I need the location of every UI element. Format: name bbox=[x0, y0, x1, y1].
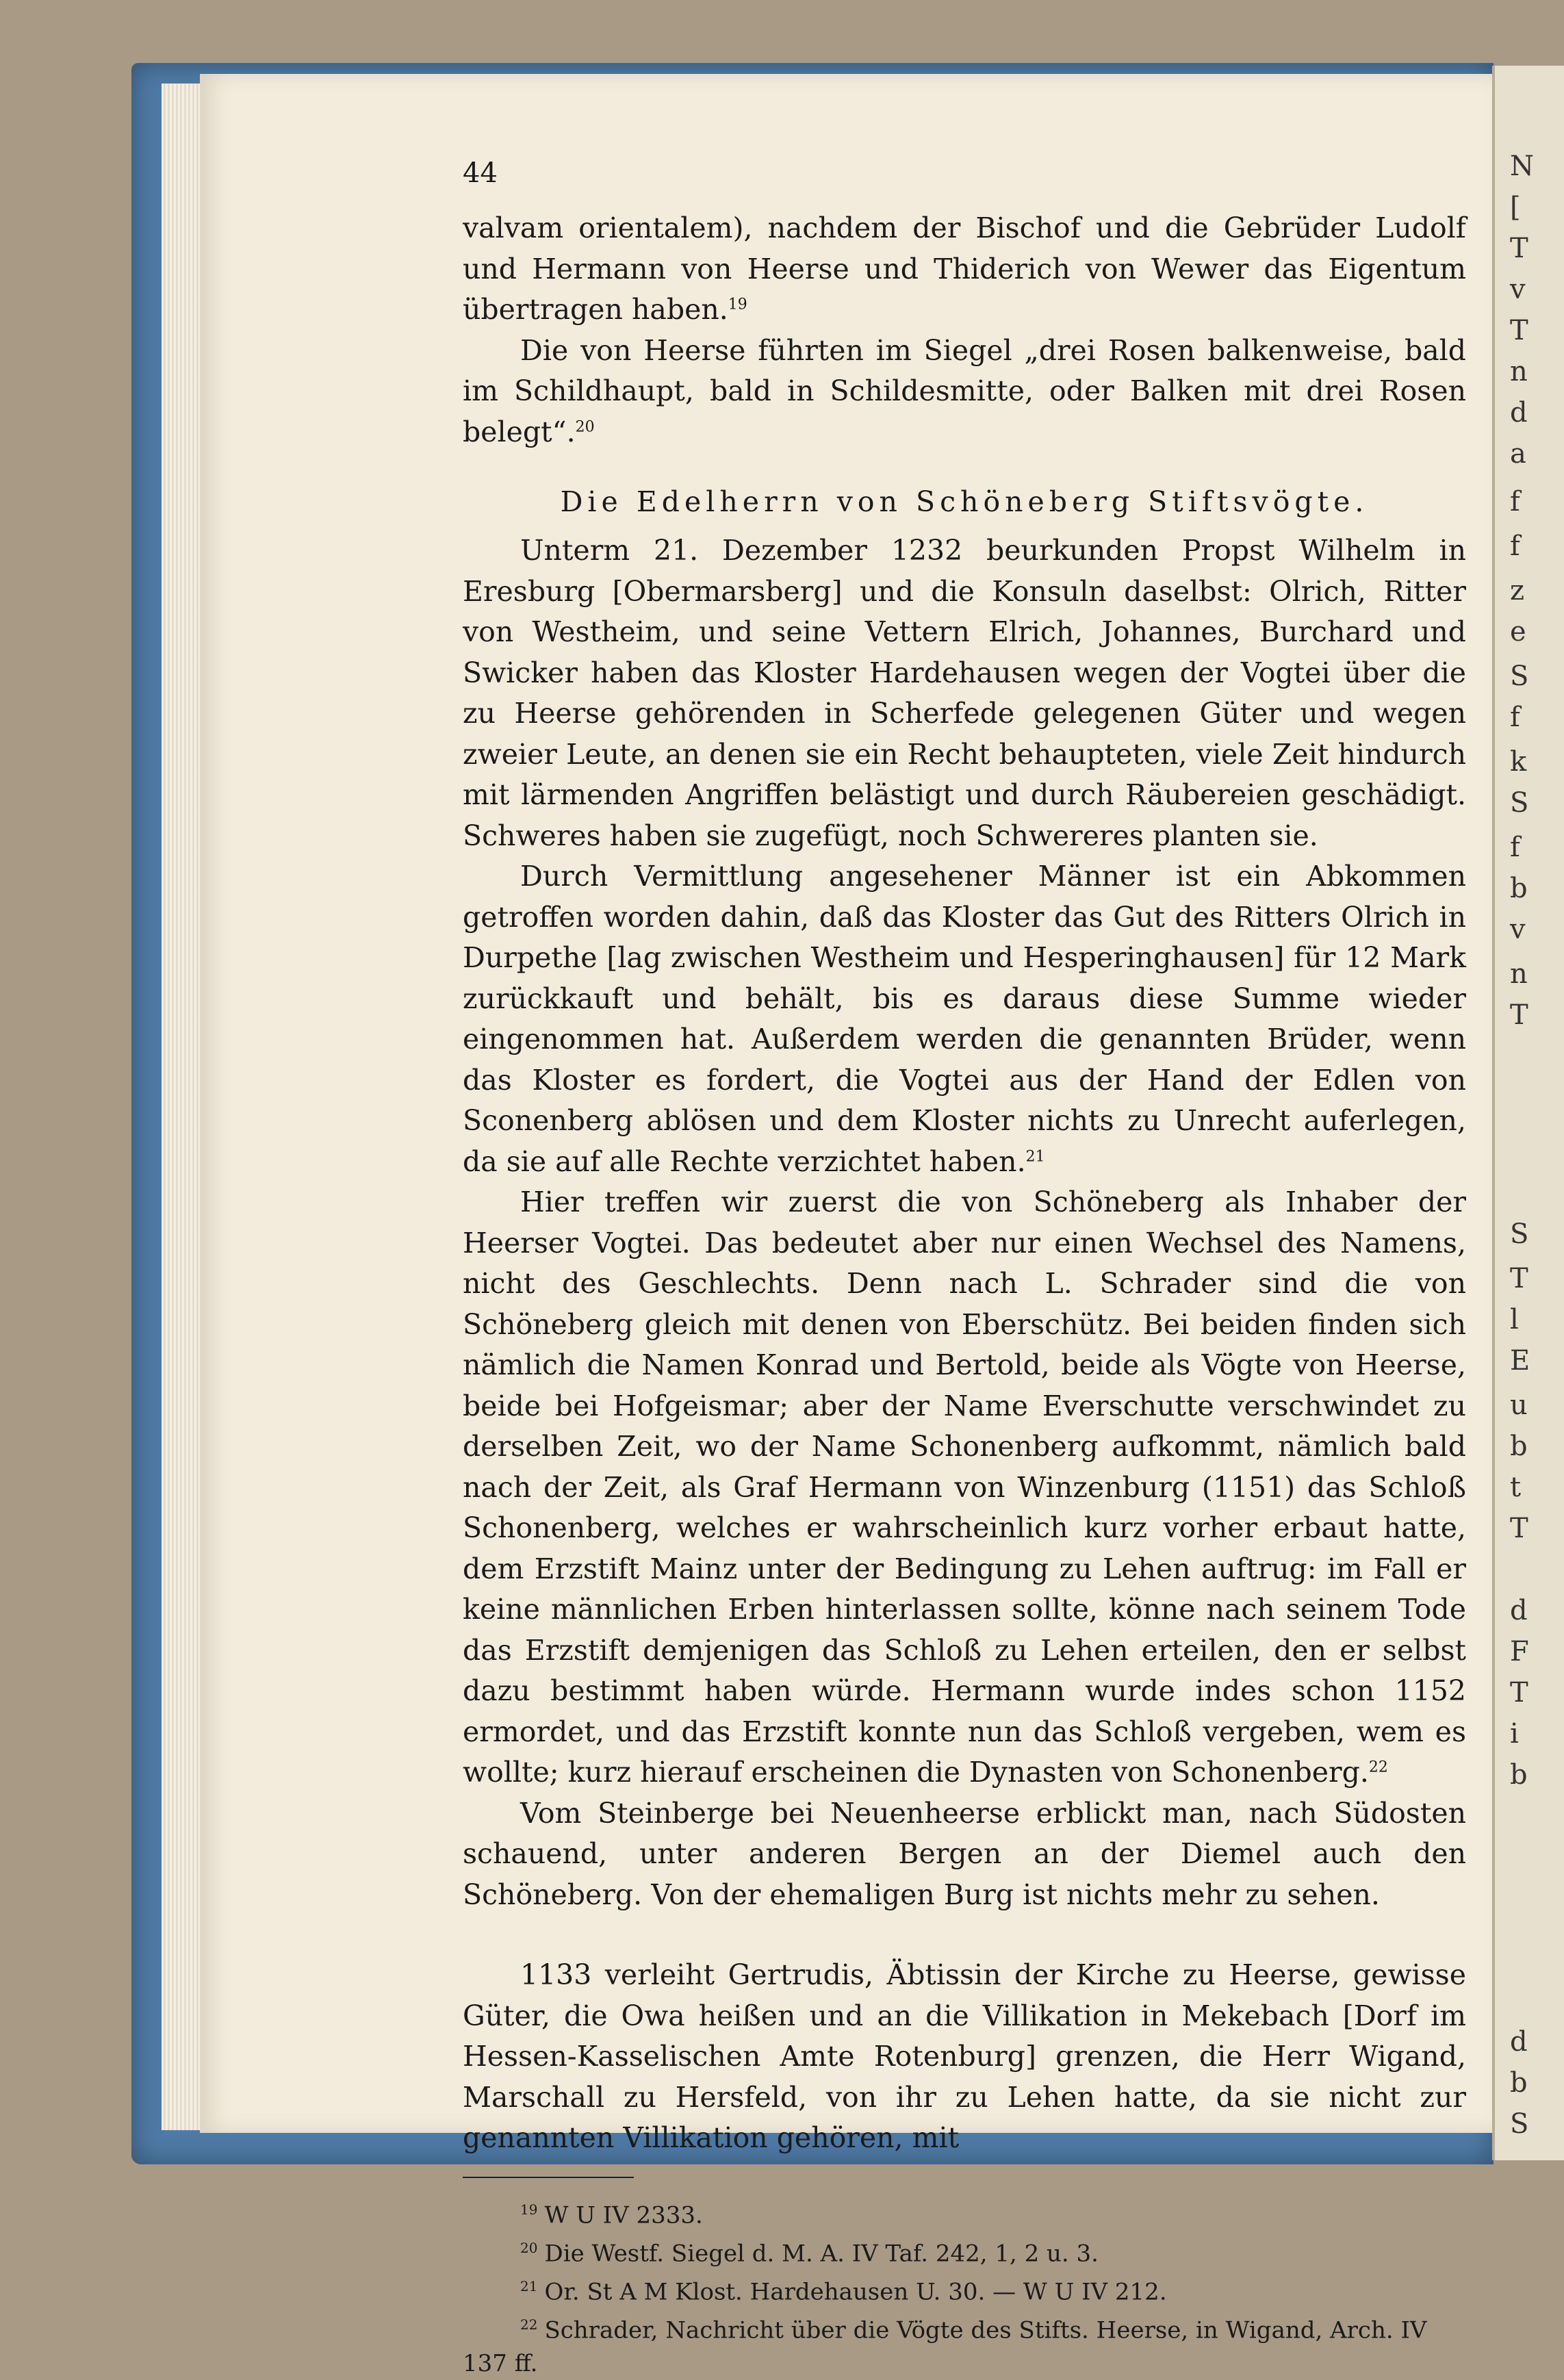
page-edges bbox=[162, 84, 203, 2130]
next-page-fragment: [ bbox=[1510, 192, 1521, 223]
next-page-fragment: n bbox=[1510, 958, 1528, 990]
next-page-fragment: f bbox=[1510, 486, 1520, 517]
next-page-fragment: a bbox=[1510, 438, 1526, 470]
next-page-fragment: u bbox=[1510, 1390, 1528, 1421]
footnote-ref: 20 bbox=[575, 418, 595, 435]
footnote: $^{22}$ Schrader, Nachricht über die Vögte des Stifts. Heerse, in Wigand, Arch. IV 137 ff. bbox=[463, 2316, 1427, 2377]
footnote: $^{19}$ W U IV 2333. bbox=[520, 2201, 703, 2229]
next-page-fragment: f bbox=[1510, 530, 1520, 562]
next-page-fragment: S bbox=[1510, 787, 1529, 819]
next-page-fragment: v bbox=[1510, 274, 1526, 305]
next-page-fragment: T bbox=[1510, 233, 1528, 264]
paragraph: valvam orientalem), nachdem der Bischof und die Gebrüder Ludolf und Hermann von Heerse und Thiderich von Wewer das Eigentum übertragen haben.$^{19}$ bbox=[463, 212, 1466, 326]
section-heading: Die Edelherrn von Schöneberg Stiftsvögte. bbox=[560, 485, 1369, 518]
next-page-fragment: T bbox=[1510, 1263, 1528, 1294]
next-page-fragment: i bbox=[1510, 1718, 1519, 1750]
next-page-fragment: k bbox=[1510, 746, 1527, 778]
next-page-fragment: f bbox=[1510, 702, 1520, 733]
footnote-ref: 21 bbox=[1025, 1147, 1045, 1165]
paragraph: Unterm 21. Dezember 1232 beurkunden Propst Wilhelm in Eresburg [Obermarsberg] und die Konsuln daselbst: Olrich, Ritter von Westheim, und seine Vettern Elrich, Johannes, Burchard und Swicker haben das Kloster Hardehausen wegen der Vogtei über die zu Heerse gehörenden in Scherfede gelegenen Güter und wegen zweier Leute, an denen sie ein Recht behaupteten, viele Zeit hindurch mit lärmenden Angriffen belästigt und durch Räubereien geschädigt. Schweres haben sie zugefügt, noch Schwereres planten sie. bbox=[463, 534, 1466, 852]
next-page-fragment: b bbox=[1510, 873, 1528, 904]
next-page-fragment: z bbox=[1510, 575, 1525, 606]
page-number: 44 bbox=[463, 157, 498, 189]
next-page-fragment: l bbox=[1510, 1304, 1519, 1335]
footnote: $^{21}$ Or. St A M Klost. Hardehausen U. 30. — W U IV 212. bbox=[520, 2278, 1167, 2306]
next-page-fragment: S bbox=[1510, 1218, 1529, 1250]
footnote-ref: 22 bbox=[1368, 1758, 1388, 1776]
next-page-fragment: f bbox=[1510, 832, 1520, 863]
next-page-fragment: T bbox=[1510, 1677, 1528, 1709]
next-page-fragment: n bbox=[1510, 356, 1528, 387]
next-page-fragment: d bbox=[1510, 397, 1528, 428]
next-page-fragment: T bbox=[1510, 315, 1528, 346]
next-page-fragment: t bbox=[1510, 1472, 1522, 1503]
footnote: $^{20}$ Die Westf. Siegel d. M. A. IV Taf. 242, 1, 2 u. 3. bbox=[520, 2239, 1099, 2268]
next-page-fragment: F bbox=[1510, 1636, 1529, 1667]
next-page-fragment: b bbox=[1510, 1759, 1528, 1791]
paragraph: Vom Steinberge bei Neuenheerse erblickt man, nach Südosten schauend, unter anderen Bergen an der Diemel auch den Schöneberg. Von der ehemaligen Burg ist nichts mehr zu sehen. bbox=[463, 1796, 1466, 1911]
next-page-fragment: b bbox=[1510, 1431, 1528, 1462]
next-page-fragment: d bbox=[1510, 1595, 1528, 1626]
paragraph: 1133 verleiht Gertrudis, Äbtissin der Kirche zu Heerse, gewisse Güter, die Owa heißen und an die Villikation in Mekebach [Dorf im Hessen-Kasselischen Amte Rotenburg] grenzen, die Herr Wigand, Marschall zu Hersfeld, von ihr zu Lehen hatte, da sie nicht zur genannten Villikation gehören, mit bbox=[463, 1958, 1466, 2154]
footnote-ref: 19 bbox=[728, 296, 747, 314]
next-page-fragment: S bbox=[1510, 661, 1529, 692]
paragraph: Durch Vermittlung angesehener Männer ist ein Abkommen getroffen worden dahin, daß das Kloster das Gut des Ritters Olrich in Durpethe [lag zwischen Westheim und Hesperinghausen] für 12 Mark zurückkauft und behält, bis es daraus diese Summe wieder eingenommen hat. Außerdem werden die genannten Brüder, wenn das Kloster es fordert, die Vogtei aus der Hand der Edlen von Sconenberg ablösen und dem Kloster nichts zu Unrecht auferlegen, da sie auf alle Rechte verzichtet haben.$^{21}$ bbox=[463, 860, 1466, 1178]
paragraph: Hier treffen wir zuerst die von Schöneberg als Inhaber der Heerser Vogtei. Das bedeutet aber nur einen Wechsel des Namens, nicht des Geschlechts. Denn nach L. Schrader sind die von Schöneberg gleich mit denen von Eberschütz. Bei beiden finden sich nämlich die Namen Konrad und Bertold, beide als Vögte von Heerse, beide bei Hofgeismar; aber der Name Everschutte verschwindet zu derselben Zeit, wo der Name Schonenberg aufkommt, nämlich bald nach der Zeit, als Graf Hermann von Winzenburg (1151) das Schloß Schonenberg, welches er wahrscheinlich kurz vorher erbaut hatte, dem Erzstift Mainz unter der Bedingung zu Lehen auftrug: im Fall er keine männlichen Erben hinterlassen sollte, könne nach seinem Tode das Erzstift demjenigen das Schloß zu Lehen erteilen, den er selbst dazu bestimmt haben würde. Hermann wurde indes schon 1152 ermordet, und das Erzstift konnte nun das Schloß vergeben, wem es wollte; kurz hierauf erscheinen die Dynasten von Schonenberg.$^{22}$ bbox=[463, 1186, 1466, 1789]
next-page-fragment: T bbox=[1510, 1513, 1528, 1544]
next-page-fragment: T bbox=[1510, 999, 1528, 1031]
next-page-fragment: b bbox=[1510, 2067, 1528, 2099]
paragraph: Die von Heerse führten im Siegel „drei Rosen balkenweise, bald im Schildhaupt, bald in Schildesmitte, oder Balken mit drei Rosen belegt“.$^{20}$ bbox=[463, 333, 1466, 448]
next-page-fragment: E bbox=[1510, 1345, 1530, 1377]
footnote-divider bbox=[463, 2177, 634, 2178]
next-page-fragment: e bbox=[1510, 616, 1526, 648]
next-page-fragment: d bbox=[1510, 2026, 1528, 2058]
next-page-fragment: S bbox=[1510, 2108, 1529, 2140]
page-text bbox=[463, 157, 1466, 2380]
next-page-strip bbox=[1492, 66, 1564, 2160]
next-page-fragment: N bbox=[1510, 151, 1534, 182]
next-page-fragment: v bbox=[1510, 914, 1526, 945]
